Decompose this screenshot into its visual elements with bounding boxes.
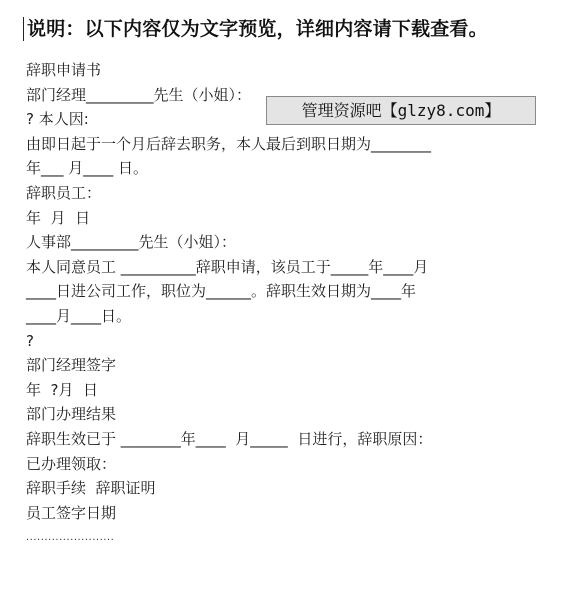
received-items-label: 已办理领取： [26,454,117,473]
approval-line-3: ____月____日。 [26,306,132,325]
truncation-dots: ························ [26,535,115,546]
placeholder-mark: ? [26,331,34,350]
department-result-heading: 部门办理结果 [26,405,117,424]
employee-signature-label: 辞职员工： [26,183,102,202]
approval-line-2: ____日进公司工作，职位为______。辞职生效日期为____年 [26,282,417,301]
employee-signature-date: 员工签字日期 [26,503,117,522]
text-cursor [23,17,24,41]
reason-line: ? 本人因: [26,110,89,129]
addressee-manager: 部门经理_________先生（小姐）： [26,85,252,104]
manager-date-line: 年 ?月 日 [26,380,99,399]
employee-date-line: 年 月 日 [26,208,91,227]
received-items-list: 辞职手续 辞职证明 [26,479,156,498]
site-watermark-label: 管理资源吧【glzy8.com】 [266,96,536,125]
effective-date-line: 辞职生效已于 ________年____ 月_____ 日进行，辞职原因： [26,429,433,448]
approval-line-1: 本人同意员工 __________辞职申请，该员工于_____年____月 [26,257,429,276]
manager-signature-label: 部门经理签字 [26,356,117,375]
preview-notice: 说明：以下内容仅为文字预览，详细内容请下载查看。 [27,18,488,40]
document-body [26,58,556,525]
resign-date-line: 由即日起于一个月后辞去职务，本人最后到职日期为________ [26,134,432,153]
doc-title: 辞职申请书 [26,61,102,79]
resign-date-line-cont: 年___ 月____ 日。 [26,159,149,178]
addressee-hr: 人事部_________先生（小姐）： [26,233,237,252]
